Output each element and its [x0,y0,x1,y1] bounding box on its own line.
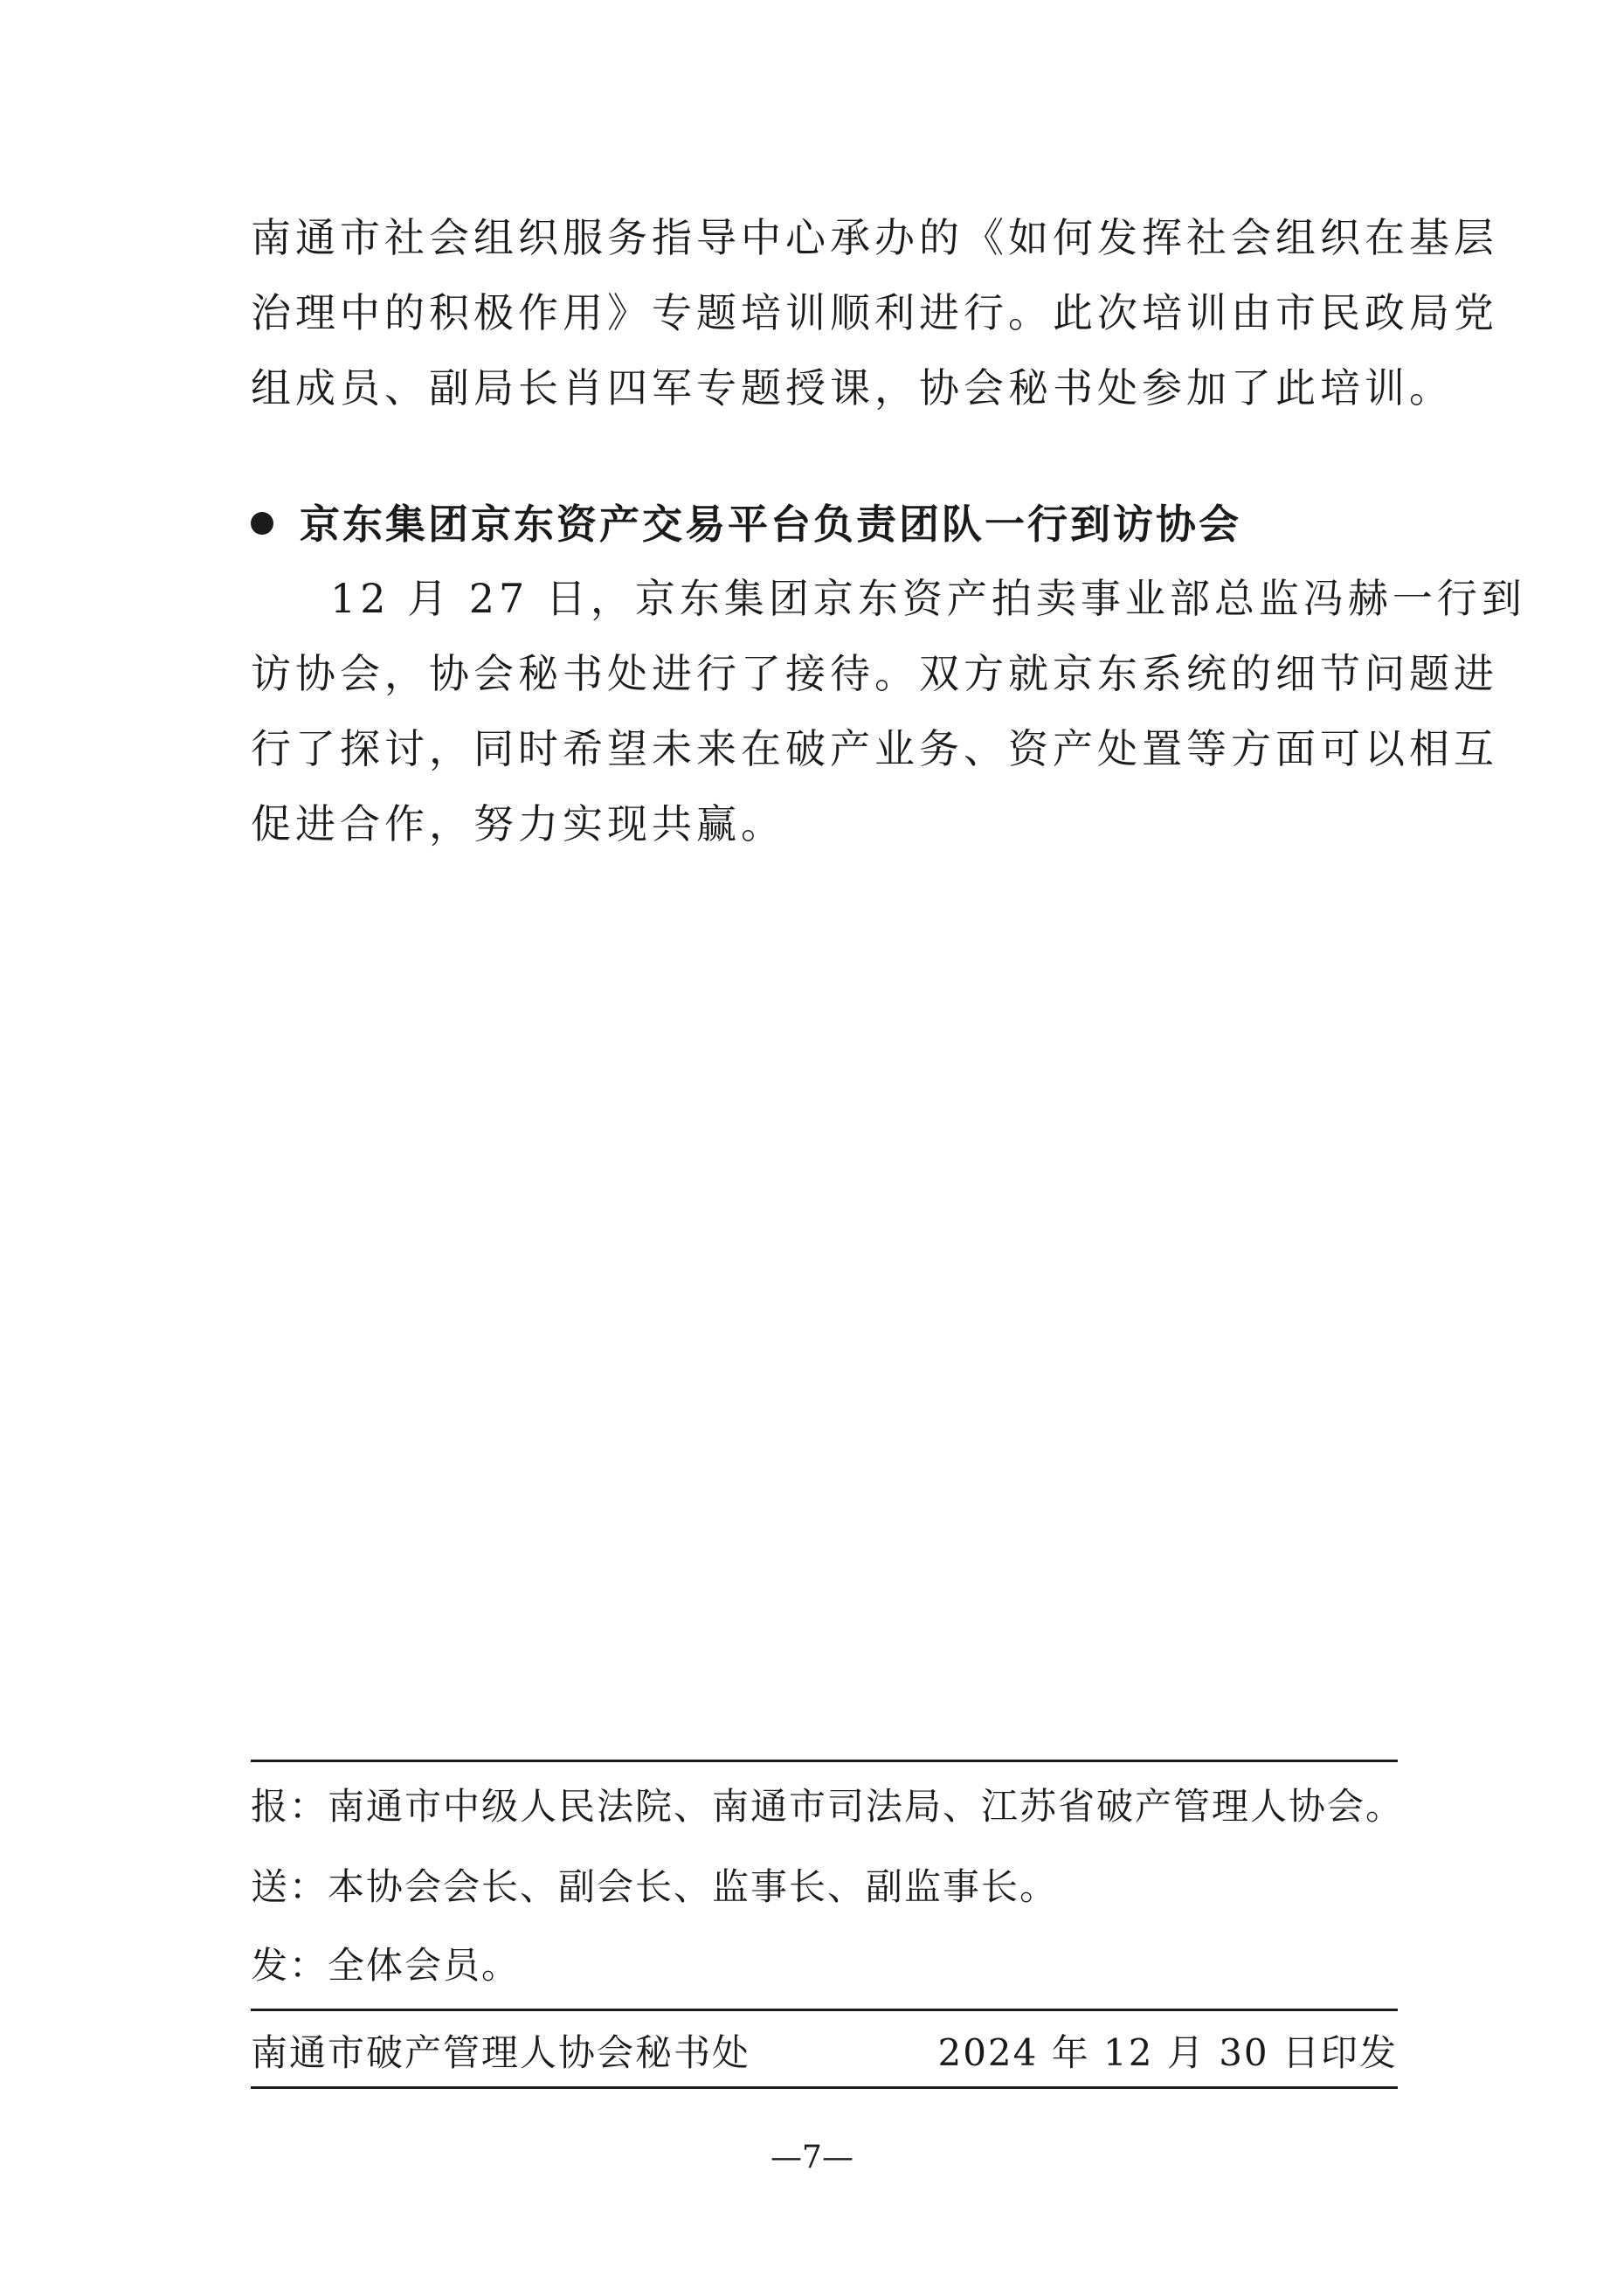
issue-date: 2024 年 12 月 30 日印发 [937,2031,1398,2074]
send-to-line: 送：本协会会长、副会长、监事长、副监事长。 [251,1865,1059,1908]
news-line-3: 行了探讨，同时希望未来在破产业务、资产处置等方面可以相互 [251,725,1498,772]
issuer-row [251,2029,1398,2078]
intro-line-2: 治理中的积极作用》专题培训顺利进行。此次培训由市民政局党 [251,289,1498,336]
intro-line-1: 南通市社会组织服务指导中心承办的《如何发挥社会组织在基层 [251,214,1498,261]
bullet-icon [251,512,273,535]
distribution-top-rule [251,1760,1398,1762]
report-to-line: 报：南通市中级人民法院、南通市司法局、江苏省破产管理人协会。 [251,1785,1405,1828]
news-heading [251,498,1241,550]
issuer-name: 南通市破产管理人协会秘书处 [251,2031,751,2074]
page-number: —7— [771,2140,853,2175]
news-line-4: 促进合作，努力实现共赢。 [251,800,785,847]
news-heading-text: 京东集团京东资产交易平台负责团队一行到访协会 [300,501,1241,548]
news-line-1: 12 月 27 日，京东集团京东资产拍卖事业部总监冯赫一行到 [330,575,1526,622]
issue-to-line: 发：全体会员。 [251,1944,521,1987]
issuer-bottom-rule [251,2086,1398,2089]
news-line-2: 访协会，协会秘书处进行了接待。双方就京东系统的细节问题进 [251,650,1498,697]
intro-line-3: 组成员、副局长肖四军专题授课，协会秘书处参加了此培训。 [251,364,1454,411]
issuer-top-rule [251,2009,1398,2011]
